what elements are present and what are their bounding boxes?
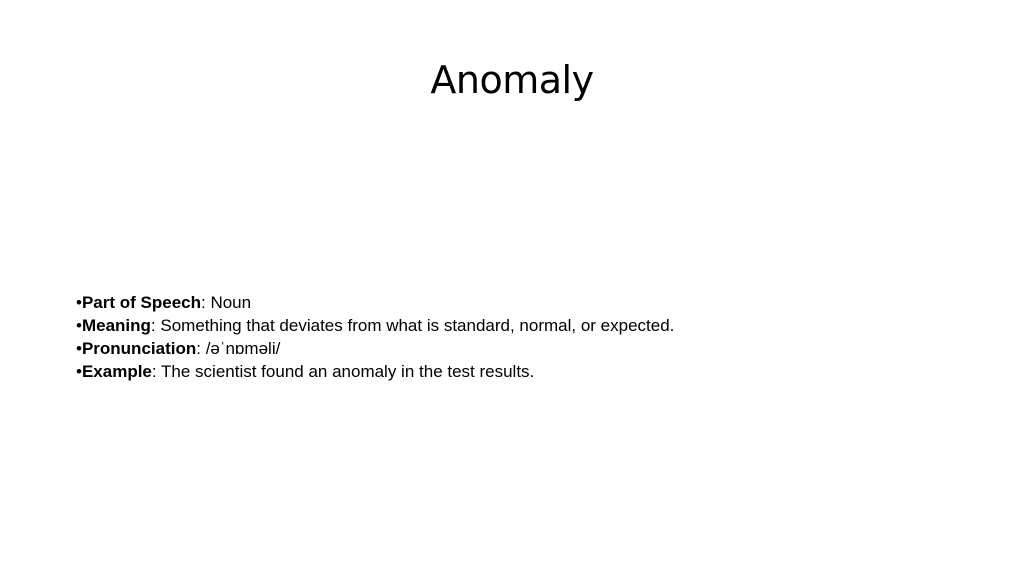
separator: : <box>201 293 211 312</box>
separator: : <box>151 362 162 381</box>
term-label: Pronunciation <box>81 339 197 358</box>
bullet-marker: • <box>76 362 82 381</box>
definition-list <box>76 291 674 383</box>
slide-title: Anomaly <box>430 58 594 102</box>
term-value: /əˈnɒməli/ <box>205 339 281 358</box>
term-label: Example <box>81 362 152 381</box>
separator: : <box>196 339 206 358</box>
term-value: The scientist found an anomaly in the test results. <box>161 362 535 381</box>
term-label: Part of Speech <box>81 293 201 312</box>
separator: : <box>150 316 161 335</box>
term-value: Noun <box>210 293 252 312</box>
list-item-example <box>76 360 674 383</box>
bullet-marker: • <box>76 293 82 312</box>
list-item-part-of-speech <box>76 291 674 314</box>
list-item-pronunciation <box>76 337 674 360</box>
term-value: Something that deviates from what is standard, normal, or expected. <box>160 316 675 335</box>
list-item-meaning <box>76 314 674 337</box>
term-label: Meaning <box>81 316 151 335</box>
bullet-marker: • <box>76 339 82 358</box>
bullet-marker: • <box>76 316 82 335</box>
